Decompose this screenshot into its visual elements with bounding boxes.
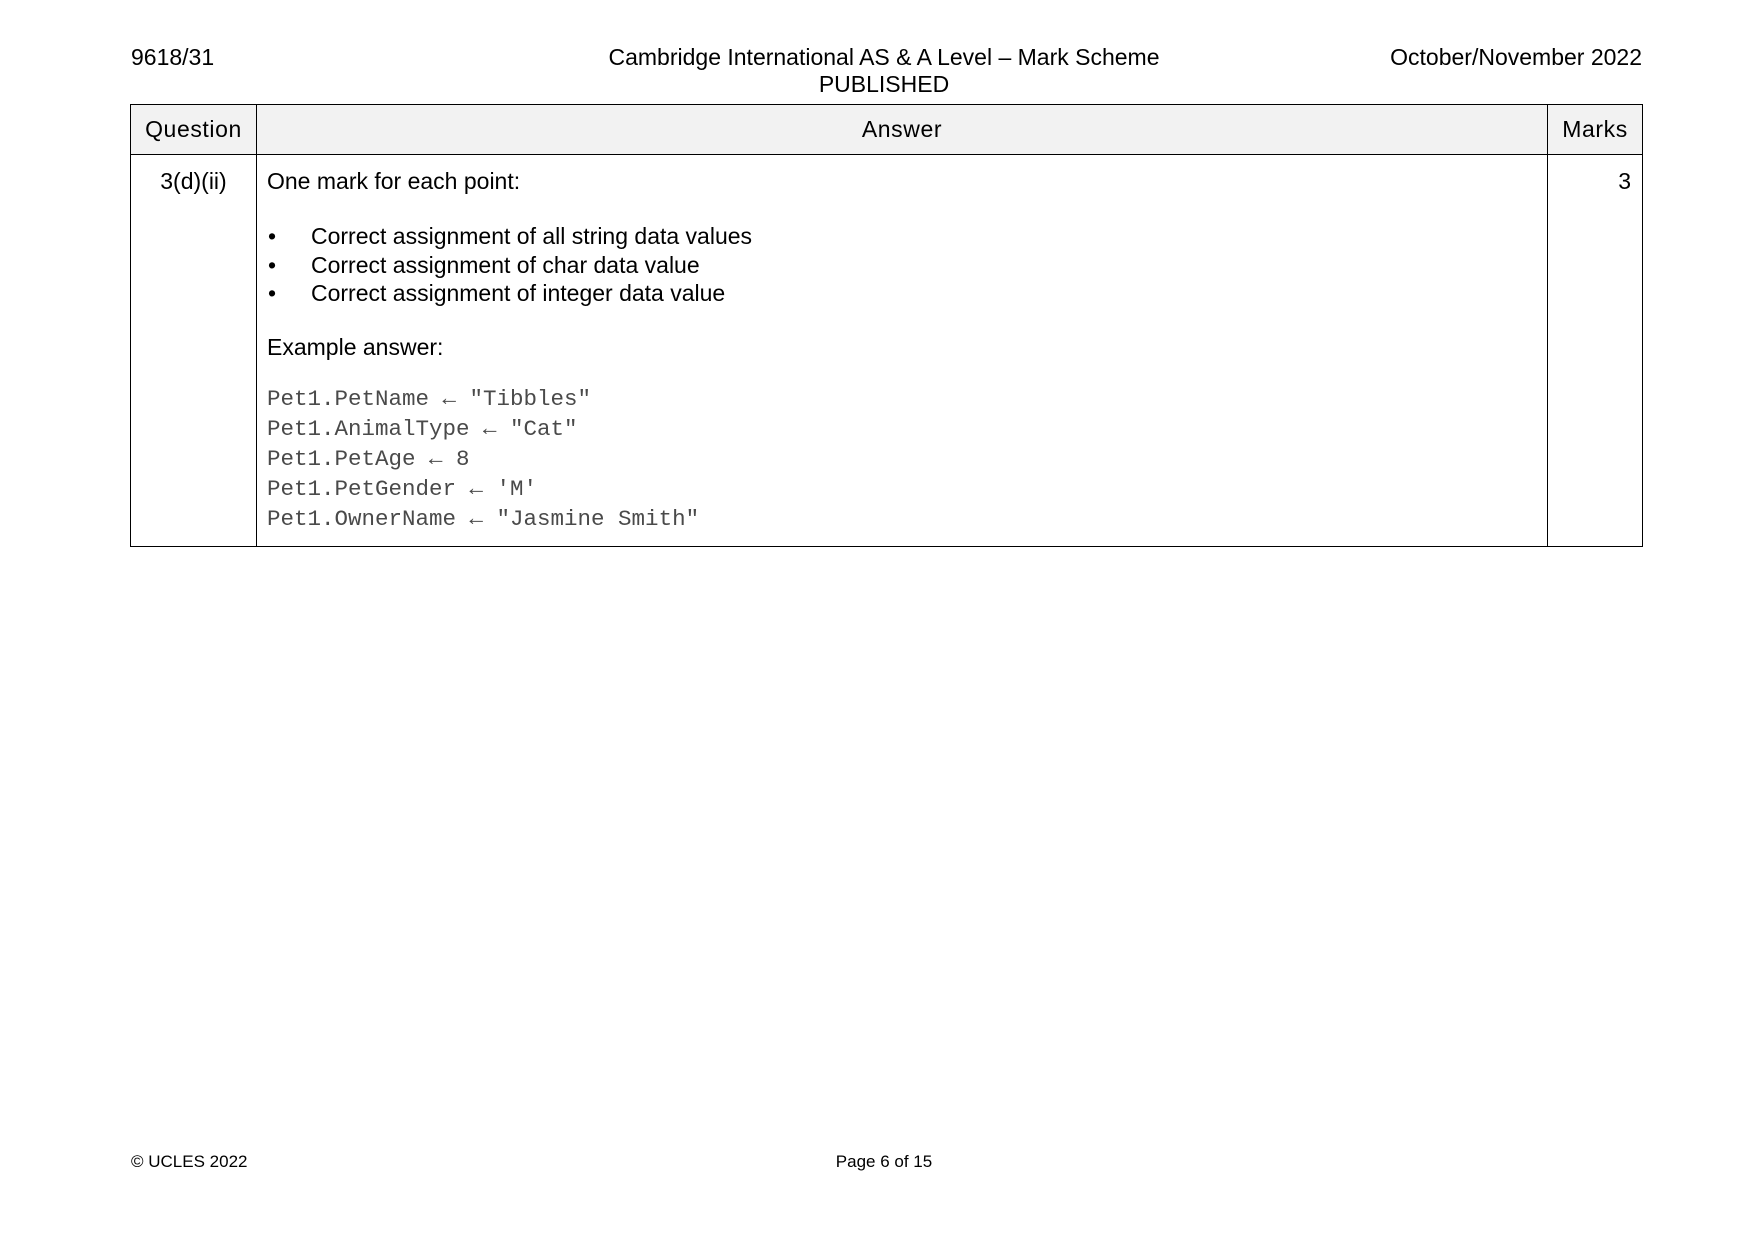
marking-instruction: One mark for each point:	[267, 168, 521, 194]
example-answer-label: Example answer:	[267, 333, 444, 360]
marks-value: 3	[1548, 155, 1643, 547]
marking-point: • Correct assignment of all string data values	[267, 222, 1537, 251]
code-line: Pet1.PetGender ← 'M'	[267, 475, 538, 502]
exam-session: October/November 2022	[1390, 44, 1642, 70]
question-column-header: Question	[131, 105, 257, 155]
marking-points-list	[267, 222, 1537, 308]
answer-cell	[257, 155, 1548, 547]
marking-point: • Correct assignment of integer data value	[267, 279, 1537, 308]
marking-point: • Correct assignment of char data value	[267, 251, 1537, 280]
publication-status: PUBLISHED	[818, 71, 950, 97]
question-number: 3(d)(ii)	[131, 155, 257, 547]
page-number: Page 6 of 15	[835, 1152, 933, 1171]
table-row	[131, 155, 1643, 547]
code-line: Pet1.AnimalType ← "Cat"	[267, 415, 578, 442]
mark-scheme-table	[130, 104, 1643, 547]
copyright-notice: © UCLES 2022	[131, 1152, 248, 1171]
paper-code: 9618/31	[131, 44, 215, 70]
marks-column-header: Marks	[1548, 105, 1643, 155]
code-line: Pet1.PetName ← "Tibbles"	[267, 385, 592, 412]
example-code-block	[267, 384, 1537, 534]
code-line: Pet1.OwnerName ← "Jasmine Smith"	[267, 505, 700, 532]
document-title: Cambridge International AS & A Level – Mark Scheme	[608, 44, 1160, 70]
answer-column-header: Answer	[257, 105, 1548, 155]
code-line: Pet1.PetAge ← 8	[267, 445, 470, 472]
table-header-row	[131, 105, 1643, 155]
